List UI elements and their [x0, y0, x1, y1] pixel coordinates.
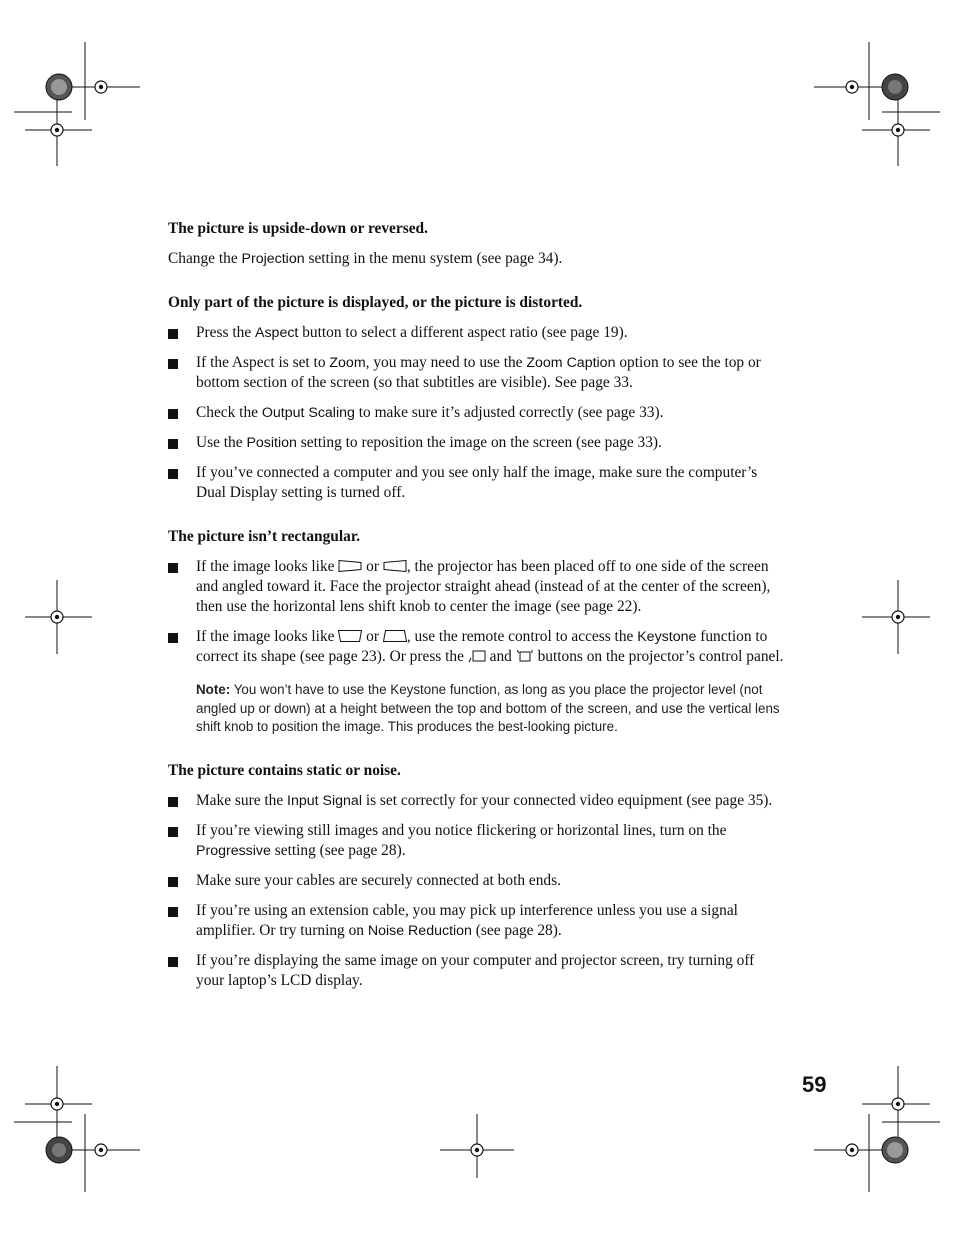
square-bullet-icon — [168, 827, 178, 837]
section-heading: The picture isn’t rectangular. — [168, 528, 361, 545]
list-item: If the Aspect is set to Zoom, you may need to use the Zoom Caption option to see the top or bottom section of the screen (so that subtitles are visible). See page 33. — [168, 353, 786, 393]
list-item: Make sure your cables are securely connected at both ends. — [168, 871, 786, 891]
trapezoid-wide-bottom-icon — [383, 630, 407, 642]
list-item: If you’re viewing still images and you notice flickering or horizontal lines, turn on the Progressive setting (see page 28). — [168, 821, 786, 861]
menu-setting-name: Noise Reduction — [367, 922, 472, 939]
square-bullet-icon — [168, 633, 178, 643]
list-item: If you’ve connected a computer and you see only half the image, make sure the computer’s Dual Display setting is turned off. — [168, 463, 786, 503]
square-bullet-icon — [168, 469, 178, 479]
square-bullet-icon — [168, 409, 178, 419]
list-item: Check the Output Scaling to make sure it’s adjusted correctly (see page 33). — [168, 403, 786, 423]
menu-setting-name: Output Scaling — [261, 405, 355, 421]
menu-setting-name: Projection — [241, 251, 305, 267]
keystone-up-button-icon — [516, 649, 534, 663]
square-bullet-icon — [168, 563, 178, 573]
menu-setting-name: Keystone — [637, 629, 697, 645]
list-item: Press the Aspect button to select a different aspect ratio (see page 19). — [168, 323, 786, 343]
bullet-list — [168, 791, 786, 991]
square-bullet-icon — [168, 877, 178, 887]
list-item: Make sure the Input Signal is set correctly for your connected video equipment (see page 35). — [168, 791, 786, 811]
square-bullet-icon — [168, 907, 178, 917]
square-bullet-icon — [168, 957, 178, 967]
note-paragraph: Note: You won’t have to use the Keystone function, as long as you place the projector level (not angled up or down) at a height between the top and bottom of the screen, and use the vertical lens shift knob to position the image. This produces the best-looking picture. — [196, 682, 780, 735]
section-heading: Only part of the picture is displayed, or the picture is distorted. — [168, 294, 583, 311]
list-item: If you’re using an extension cable, you may pick up interference unless you use a signal amplifier. Or try turning on Noise Reduction (see page 28). — [168, 901, 786, 941]
square-bullet-icon — [168, 797, 178, 807]
trapezoid-right-tall-icon — [383, 560, 407, 572]
list-item: If the image looks like or , the projector has been placed off to one side of the screen and angled toward it. Face the projector straight ahead (instead of at the center of the screen), then use the horizontal lens shift knob to center the image (see page 22). — [168, 557, 786, 617]
square-bullet-icon — [168, 439, 178, 449]
section-heading: The picture contains static or noise. — [168, 761, 401, 779]
bullet-list — [168, 557, 786, 667]
menu-setting-name: Zoom Caption — [526, 355, 616, 371]
square-bullet-icon — [168, 329, 178, 339]
keystone-down-button-icon — [468, 649, 486, 663]
note-label: Note: — [196, 682, 231, 697]
troubleshooting-content — [168, 219, 786, 991]
menu-setting-name: Zoom — [329, 355, 366, 371]
section-paragraph: Change the Projection setting in the menu system (see page 34). — [168, 250, 563, 267]
trapezoid-wide-top-icon — [338, 630, 362, 642]
menu-setting-name: Progressive — [196, 842, 271, 859]
page-number: 59 — [802, 1072, 827, 1097]
square-bullet-icon — [168, 359, 178, 369]
list-item: If the image looks like or , use the remote control to access the Keystone function to correct its shape (see page 23). Or press the and buttons on the projector’s control panel. — [168, 627, 786, 667]
section-heading: The picture is upside-down or reversed. — [168, 220, 428, 237]
trapezoid-left-tall-icon — [338, 560, 362, 572]
menu-setting-name: Position — [246, 435, 297, 451]
list-item: If you’re displaying the same image on your computer and projector screen, try turning off your laptop’s LCD display. — [168, 951, 786, 991]
button-name: Aspect — [255, 325, 299, 341]
menu-setting-name: Input Signal — [287, 792, 362, 809]
list-item: Use the Position setting to reposition the image on the screen (see page 33). — [168, 433, 786, 453]
bullet-list — [168, 323, 786, 503]
